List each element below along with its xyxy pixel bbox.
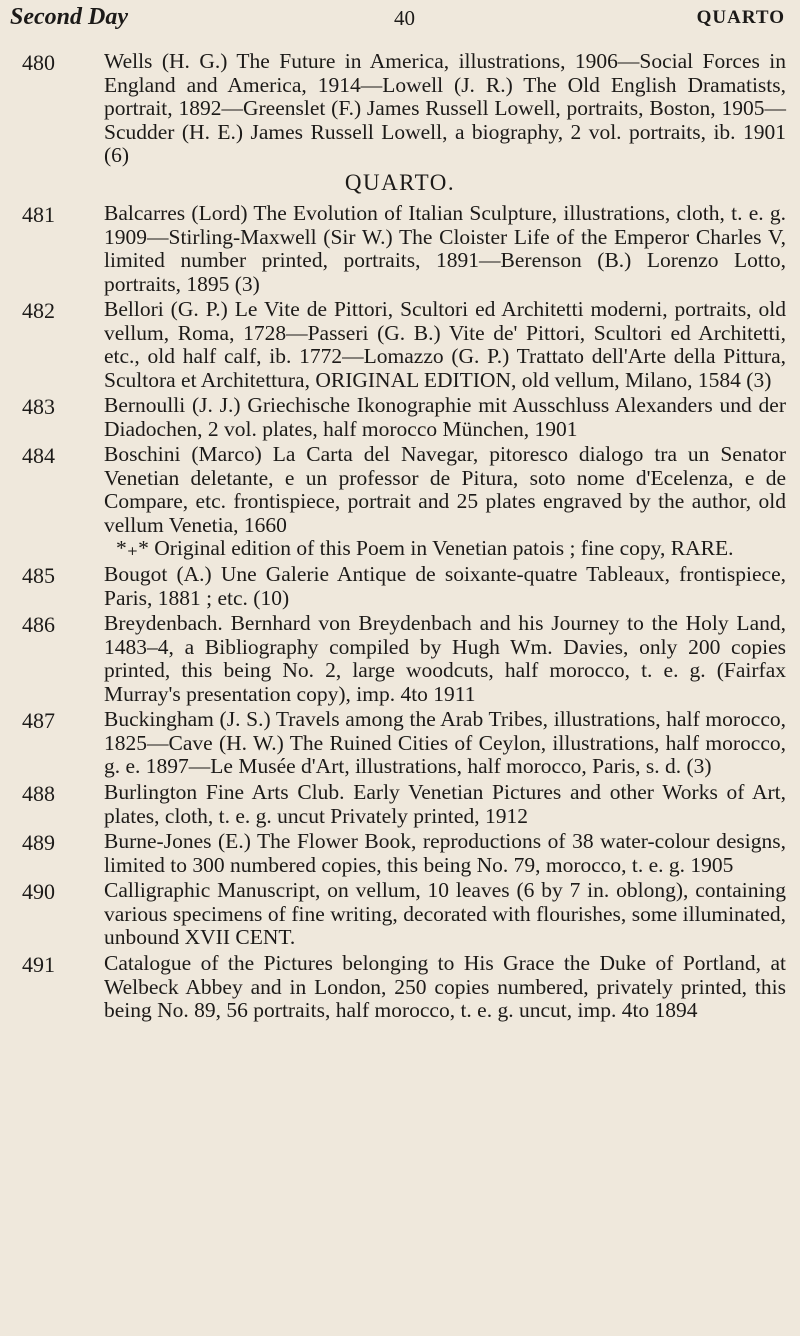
catalogue-entry [0,612,800,706]
lot-number: 481 [22,202,55,227]
lot-number: 482 [22,298,55,323]
lot-number: 487 [22,708,55,733]
lot-description: Bougot (A.) Une Galerie Antique de soixante-quatre Tableaux, frontispiece, Paris, 1881 ; etc. (10) [104,562,786,610]
catalogue-entry [0,394,800,441]
lot-number: 488 [22,781,55,806]
running-head-right: QUARTO [696,7,785,28]
catalogue-entry [0,202,800,296]
lot-description: Wells (H. G.) The Future in America, illustrations, 1906—Social Forces in England and America, 1914—Lowell (J. R.) The Old English Dramatists, portrait, 1892—Greenslet (F.) James Russell Lowell, portraits, Boston, 1905—Scudder (H. E.) James Russell Lowell, a biography, 2 vol. portraits, ib. 1901 (6) [104,49,786,168]
lot-description: Breydenbach. Bernhard von Breydenbach and his Journey to the Holy Land, 1483–4, a Bibliography compiled by Hugh Wm. Davies, only 200 copies printed, this being No. 2, large woodcuts, half morocco, t. e. g. (Fairfax Murray's presentation copy), imp. 4to 1911 [104,611,786,706]
lot-number: 489 [22,830,55,855]
catalogue-entry [0,443,800,561]
lot-description: Burne-Jones (E.) The Flower Book, reproductions of 38 water-colour designs, limited to 300 numbered copies, this being No. 79, morocco, t. e. g. 1905 [104,829,786,877]
lot-description: Balcarres (Lord) The Evolution of Italian Sculpture, illustrations, cloth, t. e. g. 1909—Stirling-Maxwell (Sir W.) The Cloister Life of the Emperor Charles V, limited number printed, portraits, 1891—Berenson (B.) Lorenzo Lotto, portraits, 1895 (3) [104,201,786,296]
catalogue-entry [0,708,800,779]
section-heading: QUARTO. [344,170,456,195]
lot-number: 484 [22,443,55,468]
lot-description: Calligraphic Manuscript, on vellum, 10 leaves (6 by 7 in. oblong), containing various specimens of fine writing, decorated with flourishes, some illuminated, unbound XVII CENT. [104,878,786,950]
lot-number: 480 [22,50,55,75]
lot-note: *₊* Original edition of this Poem in Venetian patois ; fine copy, RARE. [116,536,734,560]
lot-number: 491 [22,952,55,977]
catalogue-entry [0,50,800,168]
lot-number: 486 [22,612,55,637]
catalogue-entry [0,781,800,828]
catalogue-entry [0,563,800,610]
page-header [10,4,785,40]
running-head-left: Second Day [10,4,128,30]
lot-number: 483 [22,394,55,419]
lot-description: Bernoulli (J. J.) Griechische Ikonographie mit Ausschluss Alexanders und der Diadochen, 2 vol. plates, half morocco München, 1901 [104,393,786,441]
catalogue-entry [0,952,800,1023]
lot-description: Boschini (Marco) La Carta del Navegar, pitoresco dialogo tra un Senator Venetian deletante, e un professor de Pitura, soto nome d'Ecelenza, e de Compare, etc. frontispiece, portrait and 25 plates engraved by the author, old vellum Venetia, 1660 [104,442,786,537]
lot-description: Bellori (G. P.) Le Vite de Pittori, Scultori ed Architetti moderni, portraits, old vellum, Roma, 1728—Passeri (G. B.) Vite de' Pittori, Scultori ed Architetti, etc., old half calf, ib. 1772—Lomazzo (G. P.) Trattato dell'Arte della Pittura, Scultora et Architettura, ORIGINAL EDITION, old vellum, Milano, 1584 (3) [104,297,786,392]
lot-number: 490 [22,879,55,904]
catalogue-entry [0,830,800,877]
catalogue-entry [0,879,800,950]
page-number: 40 [394,6,415,30]
lot-description: Burlington Fine Arts Club. Early Venetian Pictures and other Works of Art, plates, cloth, t. e. g. uncut Privately printed, 1912 [104,780,786,828]
lot-description: Catalogue of the Pictures belonging to His Grace the Duke of Portland, at Welbeck Abbey and in London, 250 copies numbered, privately printed, this being No. 89, 56 portraits, half morocco, t. e. g. uncut, imp. 4to 1894 [104,951,786,1023]
catalogue-entry [0,298,800,392]
lot-number: 485 [22,563,55,588]
lot-description: Buckingham (J. S.) Travels among the Arab Tribes, illustrations, half morocco, 1825—Cave (H. W.) The Ruined Cities of Ceylon, illustrations, half morocco, g. e. 1897—Le Musée d'Art, illustrations, half morocco, Paris, s. d. (3) [104,707,786,779]
